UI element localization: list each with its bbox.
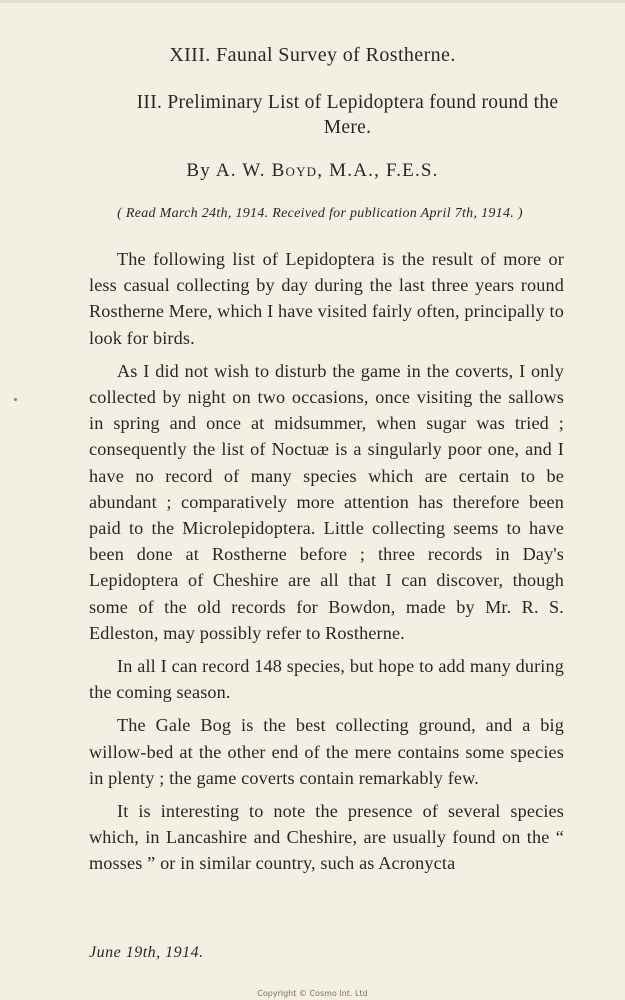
paragraph: In all I can record 148 species, but hope to add many during the coming season. (89, 656, 564, 703)
section-title: XIII. Faunal Survey of Rostherne. (169, 44, 456, 66)
margin-speck (14, 398, 17, 401)
byline-credentials: , M.A., F.E.S. (317, 160, 439, 181)
paragraph: It is interesting to note the presence of several species which, in Lancashire and Cheshire, are usually found on the “ mosses ” or in similar country, such as Acronycta (89, 801, 564, 874)
article-body (89, 246, 564, 884)
author-byline (0, 158, 625, 184)
page-edge (0, 0, 625, 3)
copyright-watermark: Copyright © Cosmo Int. Ltd (257, 989, 368, 998)
author-surname: Boyd (271, 160, 318, 181)
paragraph: The Gale Bog is the best collecting ground, and a big willow-bed at the other end of the mere contains some species in plenty ; the game coverts contain remarkably few. (89, 715, 564, 788)
paragraph: The following list of Lepidoptera is the result of more or less casual collecting by day during the last three years round Rostherne Mere, which I have visited fairly often, principally to look for birds. (89, 249, 564, 348)
byline-prefix: By A. W. (186, 160, 272, 181)
article-title: III. Preliminary List of Lepidoptera found round the Mere. (136, 92, 559, 138)
footer-date: June 19th, 1914. (89, 944, 204, 961)
publication-note: ( Read March 24th, 1914. Received for publication April 7th, 1914. ) (117, 206, 523, 221)
paragraph: As I did not wish to disturb the game in the coverts, I only collected by night on two occasions, once visiting the sallows in spring and once at midsummer, when sugar was tried ; consequently the list of Noctuæ is a singularly poor one, and I have no record of many species which are certain to be abundant ; comparatively more attention has therefore been paid to the Microlepidoptera. Little collecting seems to have been done at Rostherne before ; three records in Day's Lepidoptera of Cheshire are all that I can discover, though some of the old records for Bowdon, made by Mr. R. S. Edleston, may possibly refer to Rostherne. (89, 360, 564, 643)
